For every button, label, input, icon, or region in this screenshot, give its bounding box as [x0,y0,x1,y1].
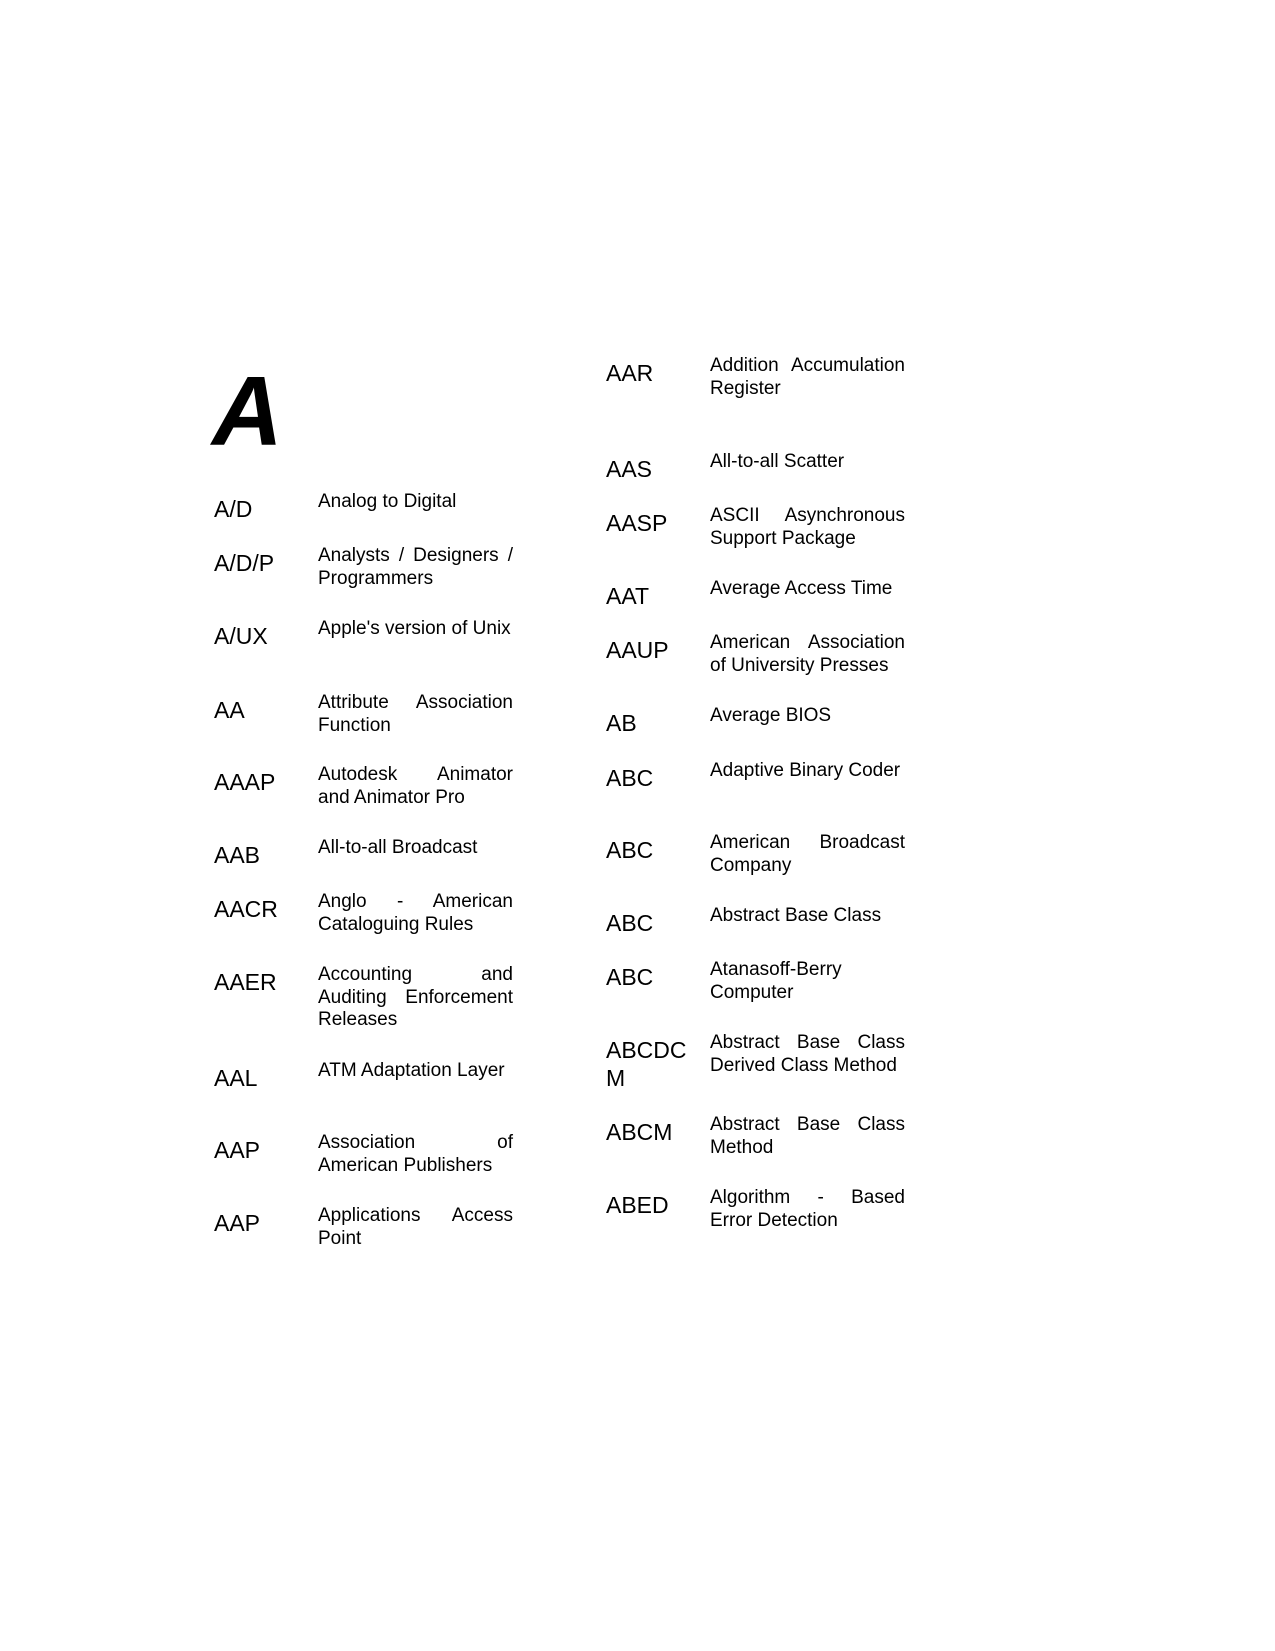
entry-definition: American Broadcast Company [710,832,905,876]
entry-term: ABC [606,964,654,990]
entry-definition: Adaptive Binary Coder [710,760,901,781]
entry-definition: Applications Access Point [318,1205,513,1249]
entry-term: ABCM [606,1119,673,1145]
entry-definition: Abstract Base Class [710,905,882,926]
entry-term: A/D/P [214,550,275,576]
entry-definition: ASCII Asynchronous Support Package [710,505,905,549]
entry-term: AAT [606,583,650,609]
entry-term: AAP [214,1137,261,1163]
entry-term: AAAP [214,769,276,795]
section-letter: A [212,356,283,466]
entry-term: AASP [606,510,668,536]
entry-term: AAL [214,1065,258,1091]
entry-definition: All-to-all Broadcast [318,837,478,858]
entry-term: AAR [606,360,654,386]
entry-term: AAP [214,1210,261,1236]
entry-definition: American Association of University Presses [710,632,905,676]
entry-definition: Addition Accumulation Register [710,355,905,399]
entry-definition: Average BIOS [710,705,832,726]
entry-definition: Association of American Publishers [318,1132,513,1176]
entry-definition: Accounting and Auditing Enforcement Releases [318,964,513,1030]
entry-term: ABC [606,910,654,936]
entry-definition: Average Access Time [710,578,893,599]
entry-definition: Attribute Association Function [318,692,513,736]
entry-term: AAER [214,969,277,995]
entry-definition: Autodesk Animator and Animator Pro [318,764,513,808]
entry-term: AA [214,697,245,723]
entry-definition: Anglo - American Cataloguing Rules [318,891,513,935]
entry-term: A/D [214,496,253,522]
entry-term: ABED [606,1192,669,1218]
entry-term: AACR [214,896,278,922]
entry-definition: Apple's version of Unix [318,618,511,639]
entry-definition: ATM Adaptation Layer [318,1060,505,1081]
entry-definition: Analog to Digital [318,491,457,512]
entry-term: AB [606,710,637,736]
entry-term: AAB [214,842,261,868]
entry-definition: Atanasoff-Berry Computer [710,959,842,1003]
entry-term: ABCDCM [606,1037,687,1091]
entry-term: AAUP [606,637,669,663]
entry-definition: Abstract Base Class Derived Class Method [710,1032,905,1076]
entry-term: ABC [606,765,654,791]
entry-definition: Abstract Base Class Method [710,1114,905,1158]
entry-definition: All-to-all Scatter [710,451,845,472]
entry-definition: Algorithm - Based Error Detection [710,1187,905,1231]
entry-term: ABC [606,837,654,863]
entry-term: AAS [606,456,653,482]
entry-definition: Analysts / Designers / Programmers [318,545,513,589]
entry-term: A/UX [214,623,268,649]
